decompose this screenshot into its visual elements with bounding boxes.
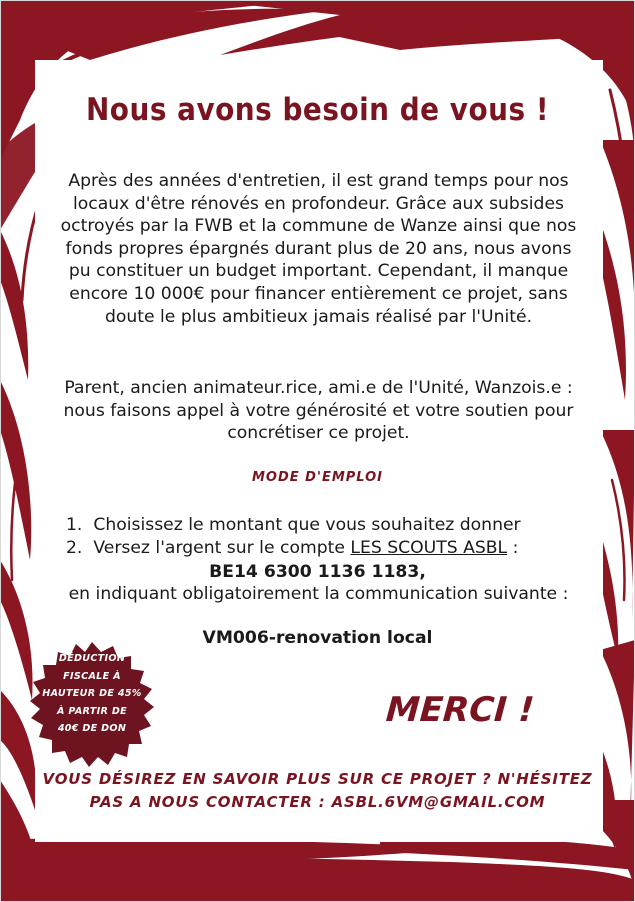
badge-line-3: HAUTEUR DE 45% xyxy=(42,688,142,699)
step-1-number: 1. xyxy=(66,515,83,535)
communication-reference: VM006-renovation local xyxy=(202,628,433,648)
step-1-text: Choisissez le montant que vous souhaitez donner xyxy=(93,515,521,535)
intro-paragraph: Après des années d'entretien, il est grand temps pour nos locaux d'être rénovés en profondeur. Grâce aux subsides octroyés par la FWB et la commune de Wanze ainsi que nos fonds propres épargnés durant plus de 20 ans, nous avons pu constituer un budget important. Cependant, il manque encore 10 000€ pour financer entièrement ce projet, sans doute le plus ambitieux jamais réalisé par l'Unité. xyxy=(60,171,577,327)
badge-line-4: À PARTIR DE xyxy=(57,705,127,717)
iban-number: BE14 6300 1136 1183, xyxy=(209,562,426,582)
step-2-number: 2. xyxy=(66,538,83,558)
mode-emploi-heading: MODE D'EMPLOI xyxy=(251,470,383,485)
appeal-paragraph: Parent, ancien animateur.rice, ami.e de l'Unité, Wanzois.e : nous faisons appel à votre générosité et votre soutien pour concrétiser ce projet. xyxy=(63,378,574,444)
step-2-text-after: : xyxy=(507,538,519,558)
badge-line-1: DÉDUCTION xyxy=(58,653,126,664)
badge-line-5: 40€ DE DON xyxy=(57,723,127,734)
page-title: Nous avons besoin de vous ! xyxy=(85,92,550,128)
merci-heading: MERCI ! xyxy=(384,690,536,730)
step-2-text-before: Versez l'argent sur le compte xyxy=(93,538,351,558)
contact-line-2: PAS A NOUS CONTACTER : ASBL.6VM@GMAIL.COM xyxy=(89,793,546,811)
badge-line-2: FISCALE À xyxy=(63,670,121,682)
communication-instruction: en indiquant obligatoirement la communication suivante : xyxy=(68,584,569,604)
account-link[interactable]: LES SCOUTS ASBL xyxy=(350,538,508,558)
contact-line-1: VOUS DÉSIREZ EN SAVOIR PLUS SUR CE PROJET ? N'HÉSITEZ xyxy=(42,770,593,788)
